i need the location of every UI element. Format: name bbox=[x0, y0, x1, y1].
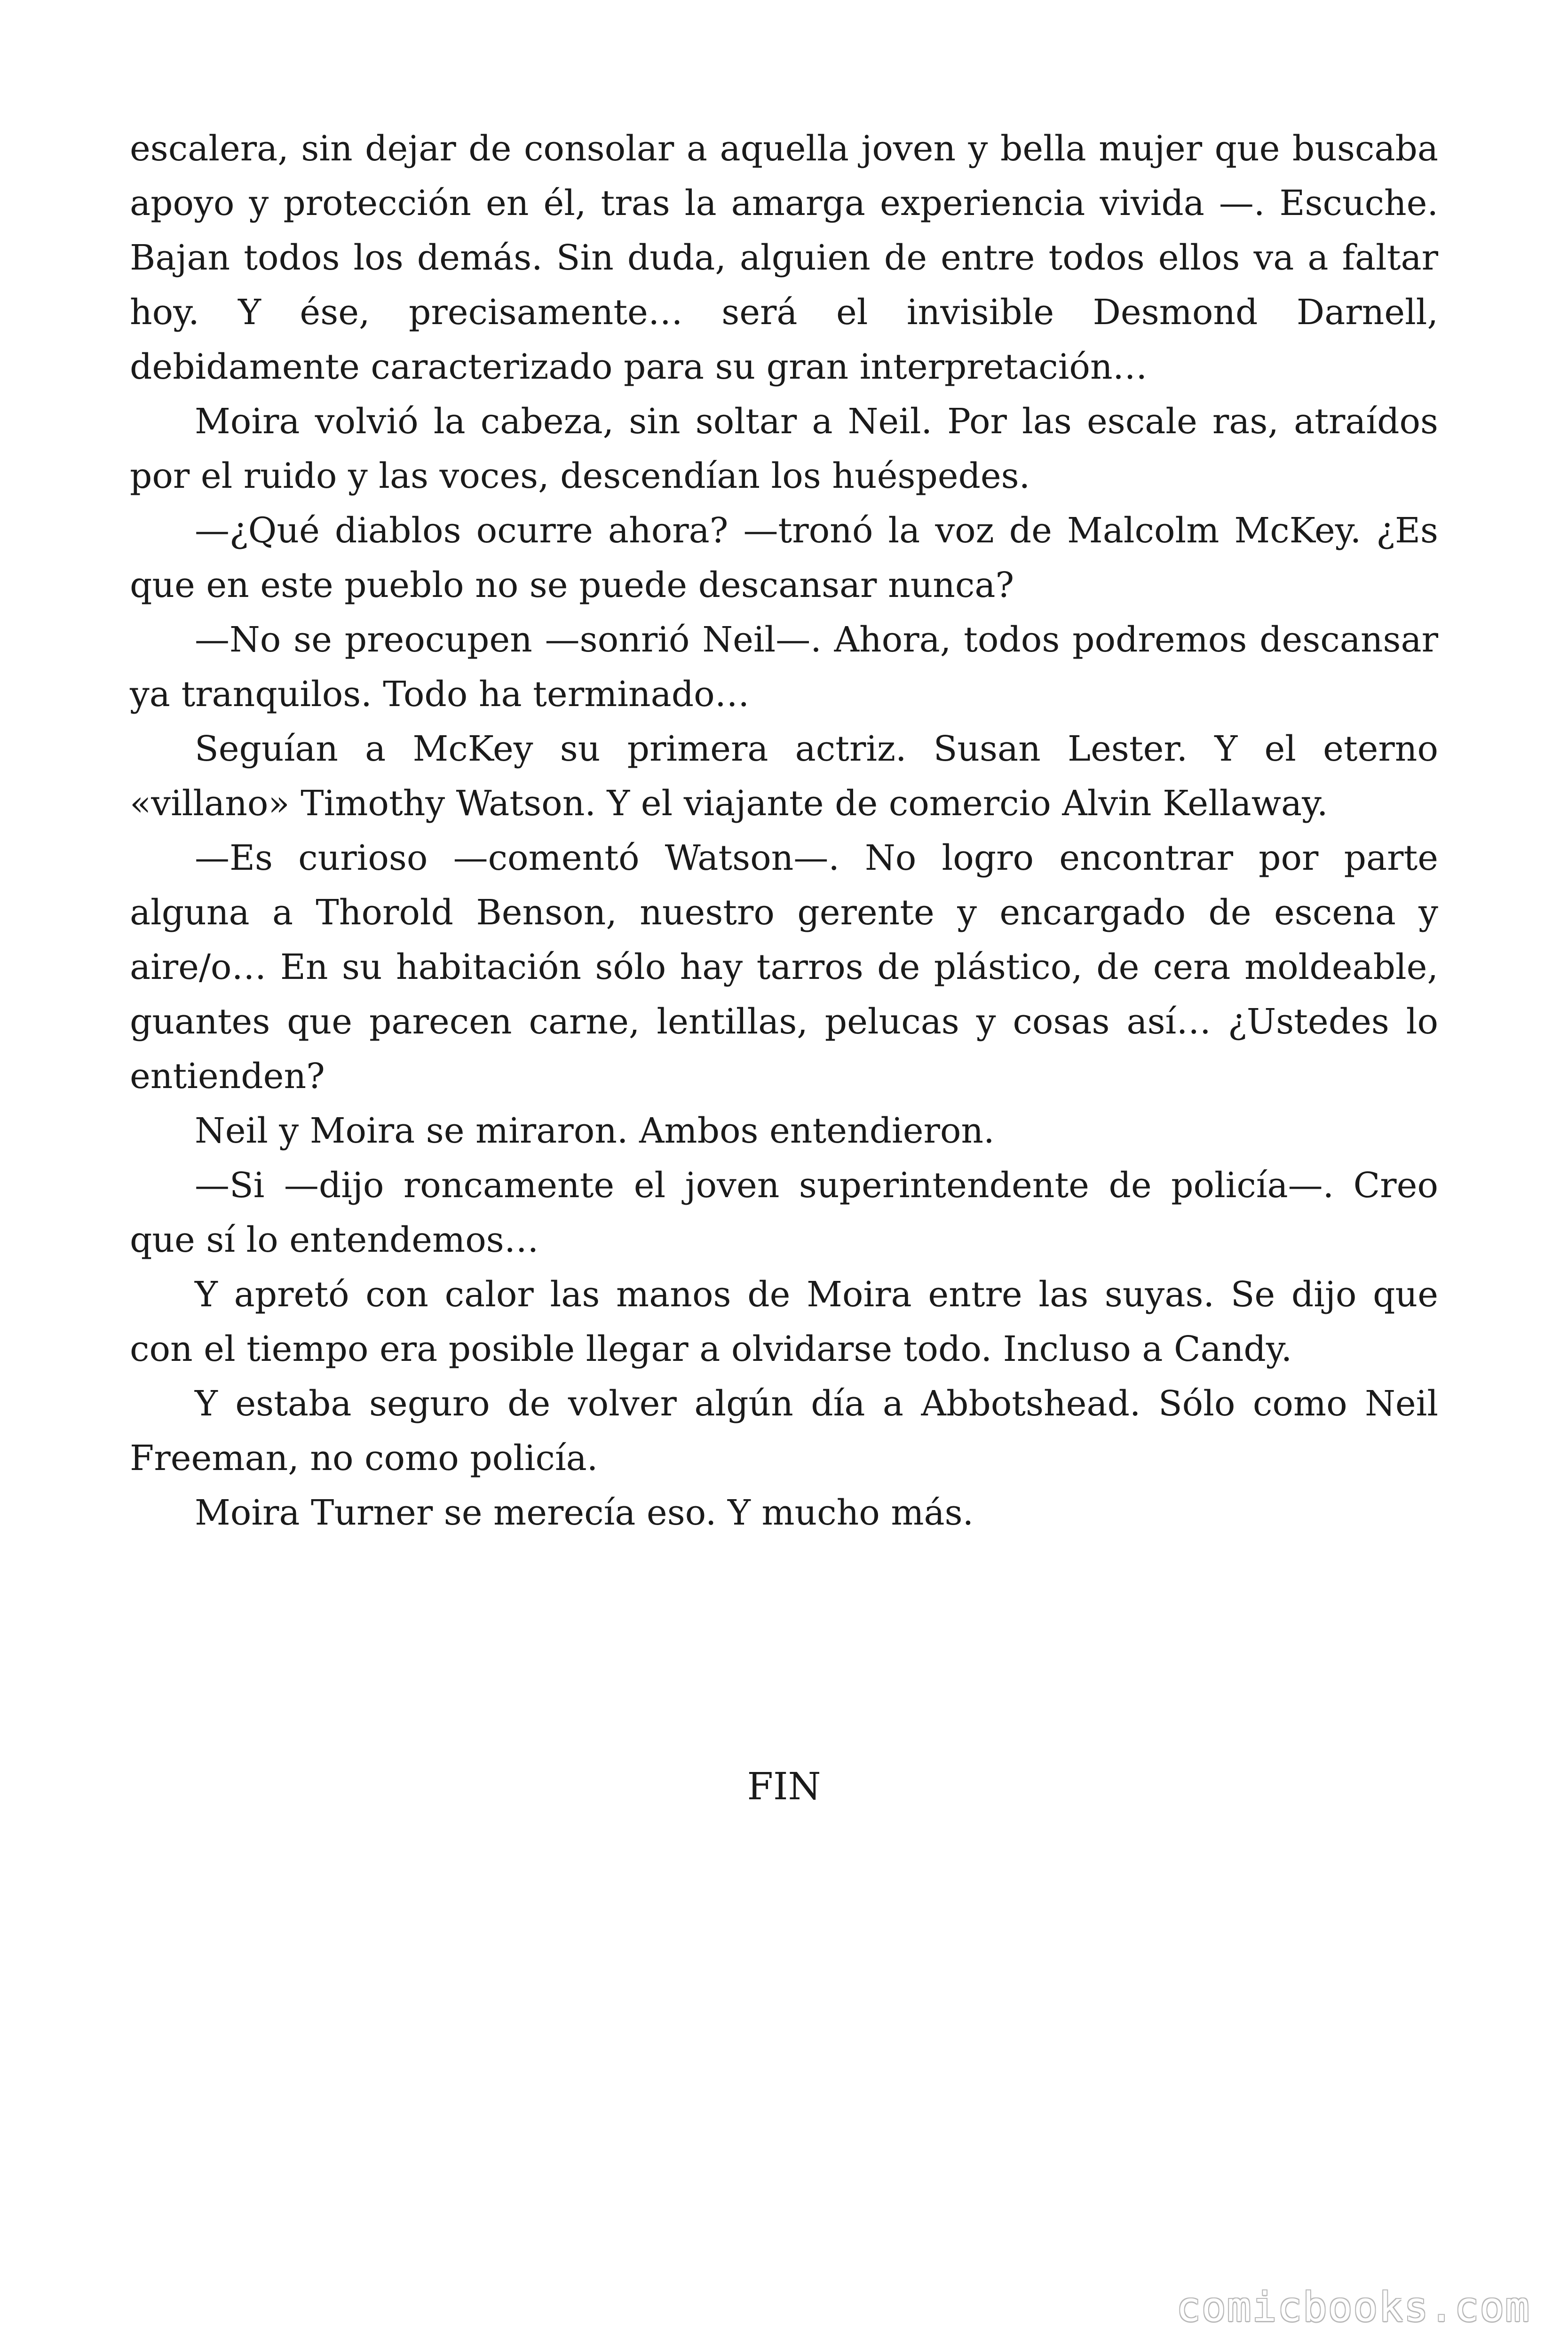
paragraph-10: Y estaba seguro de volver algún día a Abbotshead. Sólo como Neil Freeman, no como policía. bbox=[130, 1383, 1438, 1478]
paragraph-7: Neil y Moira se miraron. Ambos entendieron. bbox=[195, 1111, 995, 1151]
paragraph-4: —No se preocupen —sonrió Neil—. Ahora, todos podremos descansar ya tranquilos. Todo ha terminado… bbox=[130, 620, 1438, 715]
paragraph-1: escalera, sin dejar de consolar a aquella joven y bella mujer que buscaba apoyo y protección en él, tras la amarga experiencia vivida —. Escuche. Bajan todos los demás. Sin duda, alguien de entre todos ellos va a faltar hoy. Y ése, precisamente… será el invisible Desmond Darnell, debidamente caracterizado para su gran interpretación… bbox=[130, 128, 1438, 387]
site-watermark: comicbooks.com bbox=[1176, 2284, 1530, 2331]
paragraph-2: Moira volvió la cabeza, sin soltar a Neil. Por las escale ras, atraídos por el ruido y las voces, descendían los huéspedes. bbox=[130, 401, 1438, 496]
paragraph-6: —Es curioso —comentó Watson—. No logro encontrar por parte alguna a Thorold Benson, nuestro gerente y encargado de escena y aire/o… En su habitación sólo hay tarros de plástico, de cera moldeable, guantes que parecen carne, lentillas, pelucas y cosas así… ¿Ustedes lo entienden? bbox=[130, 838, 1438, 1097]
paragraph-8: —Si —dijo roncamente el joven superintendente de policía—. Creo que sí lo entendemos… bbox=[130, 1165, 1438, 1260]
paragraph-3: —¿Qué diablos ocurre ahora? —tronó la voz de Malcolm McKey. ¿Es que en este pueblo no se puede descansar nunca? bbox=[130, 510, 1438, 605]
end-mark: FIN bbox=[747, 1764, 821, 1808]
paragraph-9: Y apretó con calor las manos de Moira entre las suyas. Se dijo que con el tiempo era posible llegar a olvidarse todo. Incluso a Candy. bbox=[130, 1274, 1438, 1369]
paragraph-5: Seguían a McKey su primera actriz. Susan Lester. Y el eterno «villano» Timothy Watson. Y el viajante de comercio Alvin Kellaway. bbox=[130, 729, 1438, 824]
paragraph-11: Moira Turner se merecía eso. Y mucho más. bbox=[195, 1493, 974, 1533]
page-body-text bbox=[130, 121, 1438, 1540]
